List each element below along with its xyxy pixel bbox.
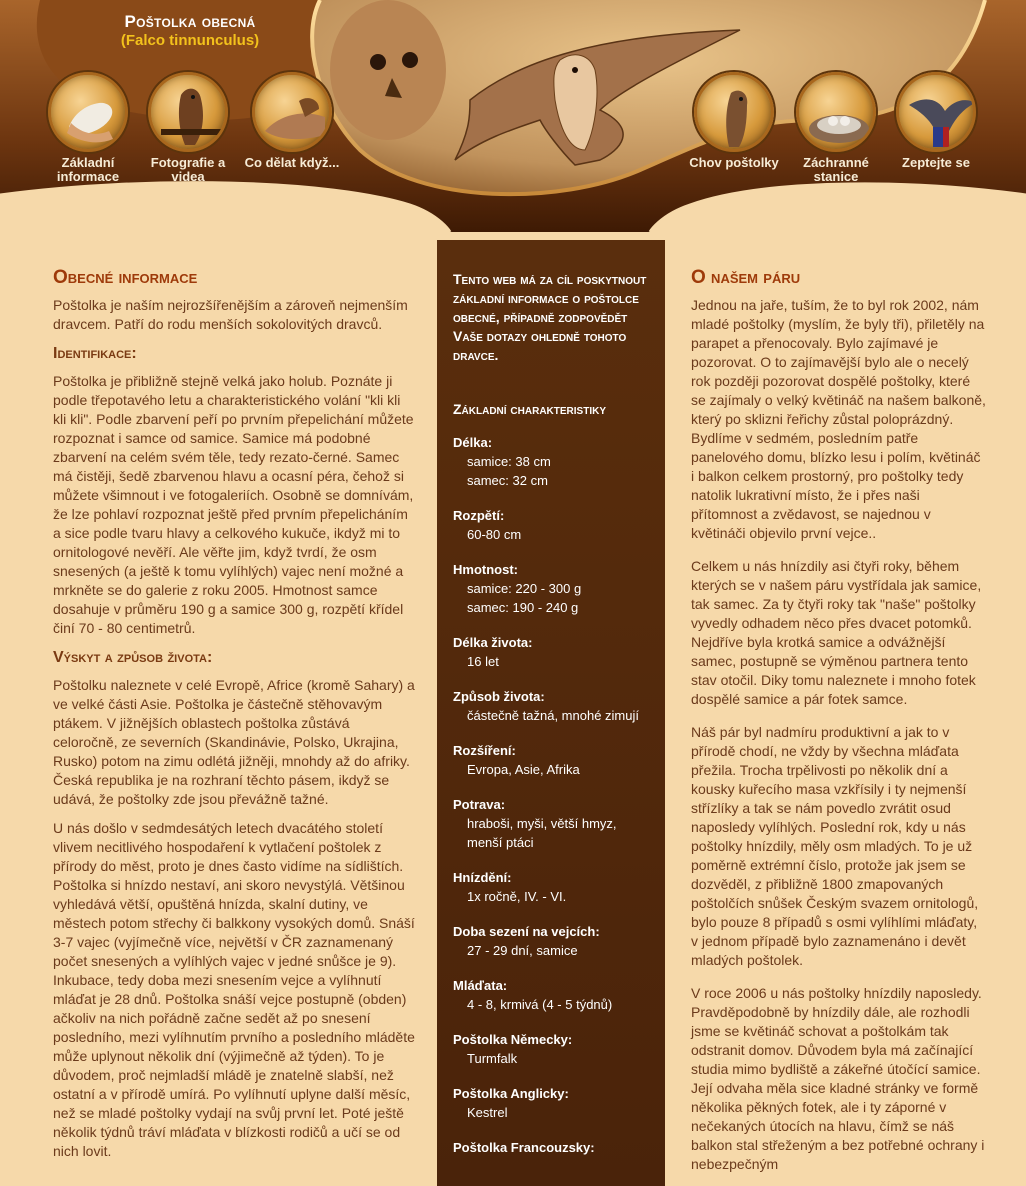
our-pair-heading: O našem páru — [691, 267, 801, 288]
char-value: 16 let — [467, 654, 499, 669]
char-value: samice: 38 cm — [467, 454, 551, 469]
our-pair-paragraph: Celkem u nás hnízdily asi čtyři roky, během kterých se v našem páru vystřídala jak samice, tak samec. Za ty čtyři roky tak "naše" poštolky vyvedly odhadem něco přes dvacet potomků. Nejdříve byla krotká samice a odvážnější samec, postupně se výměnou partnera tento stav otočil. Diky tomu naleznete i mnoho fotek dospělé samice a pár fotek samce. — [691, 558, 982, 707]
char-value: 1x ročně, IV. - VI. — [467, 889, 567, 904]
char-item — [453, 976, 653, 1014]
nest-icon[interactable] — [252, 72, 332, 152]
char-item — [453, 1138, 653, 1157]
char-item — [453, 1030, 653, 1068]
nav-basic-info-label: Základní informace — [56, 155, 120, 184]
nav-photos-label: Fotografie a videa — [150, 155, 226, 184]
nav-photos[interactable] — [140, 72, 236, 184]
char-label: Poštolka Německy: — [453, 1032, 573, 1047]
our-pair-paragraph: Náš pár byl nadmíru produktivní a jak to v přírodě chodí, ne vždy by všechna mláďata přežila. Trocha trpělivosti po několik dní a kousky kuřecího masa vzkřísily i ty nejmenší střízlíky a tak se nám povedlo zvrátit osud naposledy vylíhlých. Poslední rok, kdy u nás poštolky hnízdily, měly osm mladých. To je už poměrně extrémní číslo, protože jak jsem se dozvěděl, z přibližně 1800 zmapovaných poštolčích snůšek Českým svazem ornitologů, bylo pouze 8 případů s osmi vylíhlími mláďaty, v jednom případě bylo zaznamenáno i devět mladých poštolek. — [691, 724, 979, 968]
char-label: Rozpětí: — [453, 508, 505, 523]
nav-what-if-label: Co dělat když... — [244, 155, 340, 170]
char-value: 27 - 29 dní, samice — [467, 943, 578, 958]
char-label: Poštolka Anglicky: — [453, 1086, 569, 1101]
char-label: Způsob života: — [453, 689, 545, 704]
characteristics-heading: Základní charakteristiky — [453, 401, 606, 417]
char-label: Potrava: — [453, 797, 506, 812]
identification-text: Poštolka je přibližně stejně velká jako holub. Poznáte ji podle třepotavého letu a charakteristického volání "kli kli kli kli". Podle zbarvení peří po prvním přepelichání můžete rozpoznat i samce od samice. Samice má podobné zbarvení na celém svém těle, tedy rezato-černé. Samec má čistěji, šedě zbarvenou hlavu a ocasní péra, čehož si můžete všimnout i ve fotogaleriích. Osobně se domnívám, že lze pohlaví rozpoznat ještě před prvním přepelicháním a sice podle tvaru hlavy a celkového kukuče, ikdyž mi to ornitologové nevěří. Ale věřte jim, když tvrdí, že osm snesených (a ještě k tomu vylíhlých) vajec není možné a mrkněte se do galerie z roku 2005. Hmotnost samce dosahuje v průměru 190 g a samice 300 g, rozpětí křídel činí 70 - 80 centimetrů. — [53, 373, 414, 636]
char-item — [453, 795, 653, 852]
occurrence-text-2: U nás došlo v sedmdesátých letech dvacátého století vlivem necitlivého hospodaření k vytlačení poštolek z přírody do měst, proto je dnes často vidíme na sídlištích. Poštolka si hnízdo nestaví, ani skoro nevystýlá. Většinou vyhledává větší, opuštěná hnízda, skalní dutiny, ve městech potom střechy či balkkony vysokých domů. Snáší 3-7 vajec (vyjímečně více, největší v ČR zaznamenaný počet snesených a vylíhlých vajec v jedné snůšce je 9). Inkubace, tedy doba mezi snesením vejce a vylíhnutí mláďat je 28 dnů. Poštolka snáší vejce postupně (obden) ačkoliv na nich pořádně začne sedět až po snesení posledního, mezi vylíhnutím prvního a posledního mláděte může uplynout několik dní (výjimečně až týden). To je důvodem, proč nejmladší mládě je znatelně slabší, než ostatní a v přírodě umírá. Po vylíhnutí uplyne další měsíc, než se mladé poštolky vydají na svůj první let. Poté ještě několik týdnů tráví mláďata v blízkosti rodičů a učí se od nich lovit. — [53, 820, 415, 1159]
nav-ask-label: Zeptejte se — [902, 155, 970, 170]
general-info-intro: Poštolka je naším nejrozšířenějším a zároveň nejmenším dravcem. Patří do rodu menších sokolovitých dravců. — [53, 297, 408, 332]
header-banner — [0, 0, 1026, 232]
our-pair-paragraph: Jednou na jaře, tuším, že to byl rok 2002, nám mladé poštolky (myslím, že byly tři), přiletěly na parapet a přenocovaly. Bylo zajímavé je pozorovat. O to zajímavější bylo ale o necelý rok později pozorovat dospělé poštolky, které se zajímaly o velký květináč na našem balkoně, který po sklizni řeřichy zůstal poloprázdný. Bydlíme v sedmém, posledním patře panelového domu, blízko lesu i polím, květináč i balkon celkem prostorný, pro poštolky tedy natolik lukrativní místo, že i přes naši přítomnost a zvědavost, se najednou v květináči objevilo první vejce.. — [691, 297, 986, 541]
general-info-column — [53, 268, 415, 1171]
char-item — [453, 560, 653, 617]
falcon-icon[interactable] — [148, 72, 228, 152]
nav-what-if[interactable] — [244, 72, 340, 170]
char-value: Evropa, Asie, Afrika — [467, 762, 580, 777]
general-info-heading: Obecné informace — [53, 267, 198, 288]
nav-basic-info[interactable] — [40, 72, 136, 184]
char-item — [453, 922, 653, 960]
char-item — [453, 687, 653, 725]
nav-breeding-label: Chov poštolky — [689, 155, 779, 170]
char-item — [453, 633, 653, 671]
char-label: Hnízdění: — [453, 870, 512, 885]
char-value: Kestrel — [467, 1105, 508, 1120]
char-value: 60-80 cm — [467, 527, 522, 542]
char-value: hraboši, myši, větší hmyz, menší ptáci — [467, 816, 617, 850]
nav-rescue[interactable] — [788, 72, 884, 184]
hand-icon[interactable] — [48, 72, 128, 152]
site-title-main: Poštolka obecná — [124, 12, 256, 31]
char-item — [453, 1084, 653, 1122]
char-item — [453, 868, 653, 906]
char-item — [453, 506, 653, 544]
site-title[interactable] — [100, 12, 280, 49]
our-pair-paragraph: V roce 2006 u nás poštolky hnízdily naposledy. Pravděpodobně by hnízdily dále, ale rozhodli jsme se květináč schovat a poštolkám tak odstranit domov. Důvodem byla má začínající studia mimo bydliště a zákeřné útočící samice. Její odvaha měla sice kladné stránky ve formě několika pěkných fotek, ale i ty záporné v nečekaných útocích na hlavu, čímž se náš balkon stal střeženým a bez potřebné ochrany i nebezpečným — [691, 985, 985, 1172]
char-label: Délka života: — [453, 635, 533, 650]
identification-heading: Identifikace: — [53, 345, 137, 362]
char-label: Hmotnost: — [453, 562, 518, 577]
occurrence-text-1: Poštolku naleznete v celé Evropě, Africe (kromě Sahary) a ve velké části Asie. Poštolka je částečně stěhovavým ptákem. V jižnějších oblastech poštolka zůstává celoročně, ze severních (Skandinávie, Polsko, Ukrajina, Rusko) potom na zimu odlétá jižněji, mnohdy až do afriky. Česká republika je na rozhraní těchto pásem, ikdyž se udává, že poštolky zde jsou převážně tažné. — [53, 677, 415, 807]
char-value: samec: 190 - 240 g — [467, 600, 579, 615]
flying-falcon-icon[interactable] — [896, 72, 976, 152]
site-title-latin: (Falco tinnunculus) — [120, 32, 260, 49]
perched-falcon-icon[interactable] — [694, 72, 774, 152]
char-item — [453, 433, 653, 490]
chicks-icon[interactable] — [796, 72, 876, 152]
char-item — [453, 741, 653, 779]
char-label: Mláďata: — [453, 978, 508, 993]
our-pair-column — [691, 268, 987, 1186]
char-label: Rozšíření: — [453, 743, 516, 758]
char-label: Délka: — [453, 435, 493, 450]
nav-breeding[interactable] — [686, 72, 782, 170]
char-value: 4 - 8, krmivá (4 - 5 týdnů) — [467, 997, 613, 1012]
char-label: Poštolka Francouzsky: — [453, 1140, 595, 1155]
char-value: samice: 220 - 300 g — [467, 581, 582, 596]
nav-rescue-label: Záchranné stanice — [803, 155, 869, 184]
char-label: Doba sezení na vejcích: — [453, 924, 600, 939]
char-value: částečně tažná, mnohé zimují — [467, 708, 639, 723]
char-value: samec: 32 cm — [467, 473, 548, 488]
occurrence-heading: Výskyt a způsob života: — [53, 649, 213, 666]
nav-ask[interactable] — [888, 72, 984, 170]
characteristics-column — [437, 240, 665, 1186]
site-intro: Tento web má za cíl poskytnout základní informace o poštolce obecné, případně zodpovědět Vaše dotazy ohledně tohoto dravce. — [453, 271, 647, 363]
char-value: Turmfalk — [467, 1051, 518, 1066]
